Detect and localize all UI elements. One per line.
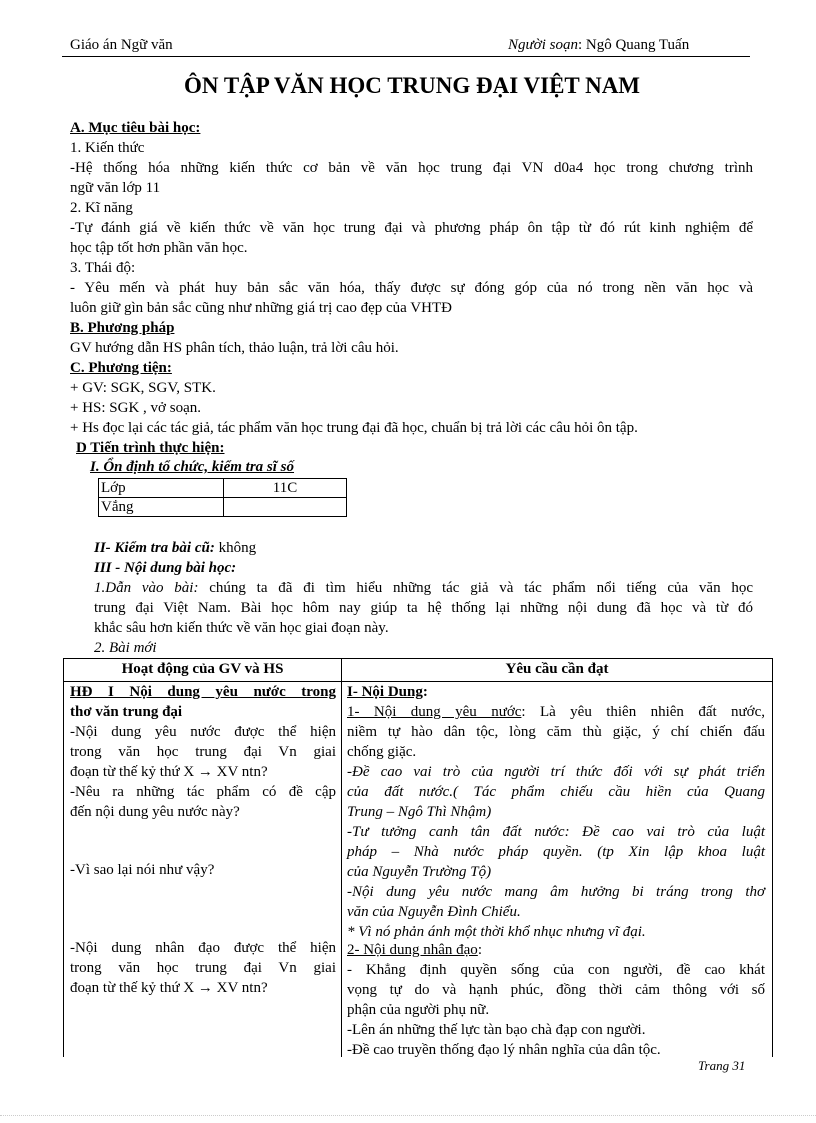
section-b-text: GV hướng dẫn HS phân tích, thảo luận, trả lời câu hỏi. [70,340,399,356]
thai-do-line-2: luôn giữ gìn bản sắc cũng như những giá trị cao đẹp của VHTĐ [70,300,452,316]
section-b-heading: B. Phương pháp [70,320,175,336]
e-line-1: -Lên án những thế lực tàn bạo chà đạp con người. [347,1022,646,1038]
ki-nang-line-2: học tập tốt hơn phần văn học. [70,240,248,256]
q1-line-2: trong văn học trung đại Vn giai [70,744,336,760]
table-header-requirements: Yêu cầu cần đạt [505,661,609,677]
d-line-3: phận của người phụ nữ. [347,1002,490,1018]
d-line-2: vọng tự do và hạnh phúc, đồng thời cảm thông với số [347,982,765,998]
phuong-tien-gv: + GV: SGK, SGV, STK. [70,380,216,396]
thai-do-line-1: - Yêu mến và phát huy bản sắc văn hóa, thấy được sự đóng góp của nó trong nền văn học và [70,280,753,296]
section-d-heading: D Tiến trình thực hiện: [76,440,225,456]
kiem-tra-bai-cu [94,540,256,557]
kien-thuc-line-2: ngữ văn lớp 11 [70,180,161,196]
a-line-3: Trung – Ngô Thì Nhậm) [347,804,492,820]
kiem-tra-label: II- Kiểm tra bài cũ: [94,540,215,556]
absent-value-cell [224,498,347,517]
page-title: ÔN TẬP VĂN HỌC TRUNG ĐẠI VIỆT NAM [183,73,641,98]
on-dinh-heading: I. Ổn định tổ chức, kiểm tra sĩ số [90,459,295,475]
section-c-heading: C. Phương tiện: [70,360,172,376]
bai-moi-label: 2. Bài mới [94,640,157,656]
table-header-activities: Hoạt động của GV và HS [121,661,284,677]
header-author [508,37,689,54]
dan-vao-bai-line-1 [94,580,753,597]
kien-thuc-line-1: -Hệ thống hóa những kiến thức cơ bản về văn học trung đại VN d0a4 học trong chương trình [70,160,753,176]
section-a-heading: A. Mục tiêu bài học: [70,120,201,136]
yn-label: 1- Nội dung yêu nước [347,704,522,720]
nd-title-text: I- Nội Dung [347,684,423,700]
f-line-1: -Đề cao truyền thống đạo lý nhân nghĩa của dân tộc. [347,1042,661,1058]
a-line-1: -Đề cao vai trò của người trí thức đối với sự phát triển [347,764,765,780]
yn-line-3: chống giặc. [347,744,417,760]
yn-text: : Là yêu thiên nhiên đất nước, [521,704,765,720]
d-line-1: - Khẳng định quyền sống của con người, đề cao khát [347,962,765,978]
nd2-label: 2- Nội dung nhân đạo [347,942,478,958]
b-line-1: -Tư tưởng canh tân đất nước: Đề cao vai trò của luật [347,824,765,840]
c-line-3: * Vì nó phản ánh một thời khổ nhục nhưng vĩ đại. [347,924,646,940]
c-line-2: văn của Nguyễn Đình Chiểu. [347,904,521,920]
header-author-name: : Ngô Quang Tuấn [577,37,690,53]
column-divider [341,659,342,1057]
ki-nang-line-1: -Tự đánh giá về kiến thức về văn học trung đại và phương pháp ôn tập từ đó rút kinh nghiệm để [70,220,753,236]
noi-dung-bai-hoc-heading: III - Nội dung bài học: [94,560,237,576]
header-rule [62,56,750,57]
q1-line-3: đoạn từ thế kỷ thứ X → XV ntn? [70,764,268,780]
nd2-colon: : [477,942,482,958]
dan-vao-bai-line-3: khắc sâu hơn kiến thức về văn học giai đoạn này. [94,620,389,636]
table-row [99,479,347,498]
c-line-1: -Nội dung yêu nước mang âm hưởng bi tráng trong thơ [347,884,765,900]
header-subject: Giáo án Ngữ văn [70,37,173,53]
q1-line-1: -Nội dung yêu nước được thể hiện [70,724,336,740]
class-label-cell: Lớp [99,479,224,498]
q4-line-3: đoạn từ thế kỷ thứ X → XV ntn? [70,980,268,996]
class-attendance-table [98,478,347,517]
kien-thuc-title: 1. Kiến thức [70,140,145,156]
nd2-title [347,940,765,960]
dan-vao-bai-label: 1.Dẫn vào bài: [94,580,199,596]
b-line-2: pháp – Nhà nước pháp quyền. (tp Xin lập khoa luật [347,844,765,860]
nd-title-colon: : [422,684,428,700]
hd1-text: HĐ I Nội dung yêu nước trong [70,684,336,700]
hd1-line-1 [70,682,336,702]
kiem-tra-value: không [214,540,257,556]
page-number: Trang 31 [698,1058,746,1073]
lesson-table [63,658,773,1057]
q4-line-1: -Nội dung nhân đạo được thể hiện [70,940,336,956]
class-value-cell: 11C [224,479,347,498]
b-line-3: của Nguyễn Trường Tộ) [347,864,492,880]
dan-vao-bai-text: chúng ta đã đi tìm hiểu những tác giả và tác phẩm nổi tiếng của văn học [198,580,753,596]
table-row [99,498,347,517]
thai-do-title: 3. Thái độ: [70,260,136,276]
ki-nang-title: 2. Kĩ năng [70,200,133,216]
hd1-line-2: thơ văn trung đại [70,704,183,720]
q4-line-2: trong văn học trung đại Vn giai [70,960,336,976]
q2-line-2: đến nội dung yêu nước này? [70,804,240,820]
q3-line: -Vì sao lại nói như vậy? [70,862,215,878]
a-line-2: của đất nước.( Tác phẩm chiếu cầu hiền của Quang [347,784,765,800]
absent-label-cell: Vắng [99,498,224,517]
page-edge [0,1115,816,1116]
q2-line-1: -Nêu ra những tác phẩm có đề cập [70,784,336,800]
phuong-tien-hs: + HS: SGK , vở soạn. [70,400,201,416]
dan-vao-bai-line-2: trung đại Việt Nam. Bài học hôm nay giúp ta hệ thống lại những nội dung đã học và từ đó [94,600,753,616]
yn-line-1 [347,702,765,722]
phuong-tien-hs-2: + Hs đọc lại các tác giả, tác phẩm văn học trung đại đã học, chuẩn bị trả lời các câu hỏi ôn tập. [70,420,638,436]
header-author-label: Người soạn [508,37,578,53]
nd-title [347,682,765,702]
yn-line-2: niềm tự hào dân tộc, lòng căm thù giặc, ý chí chiến đấu [347,724,765,740]
